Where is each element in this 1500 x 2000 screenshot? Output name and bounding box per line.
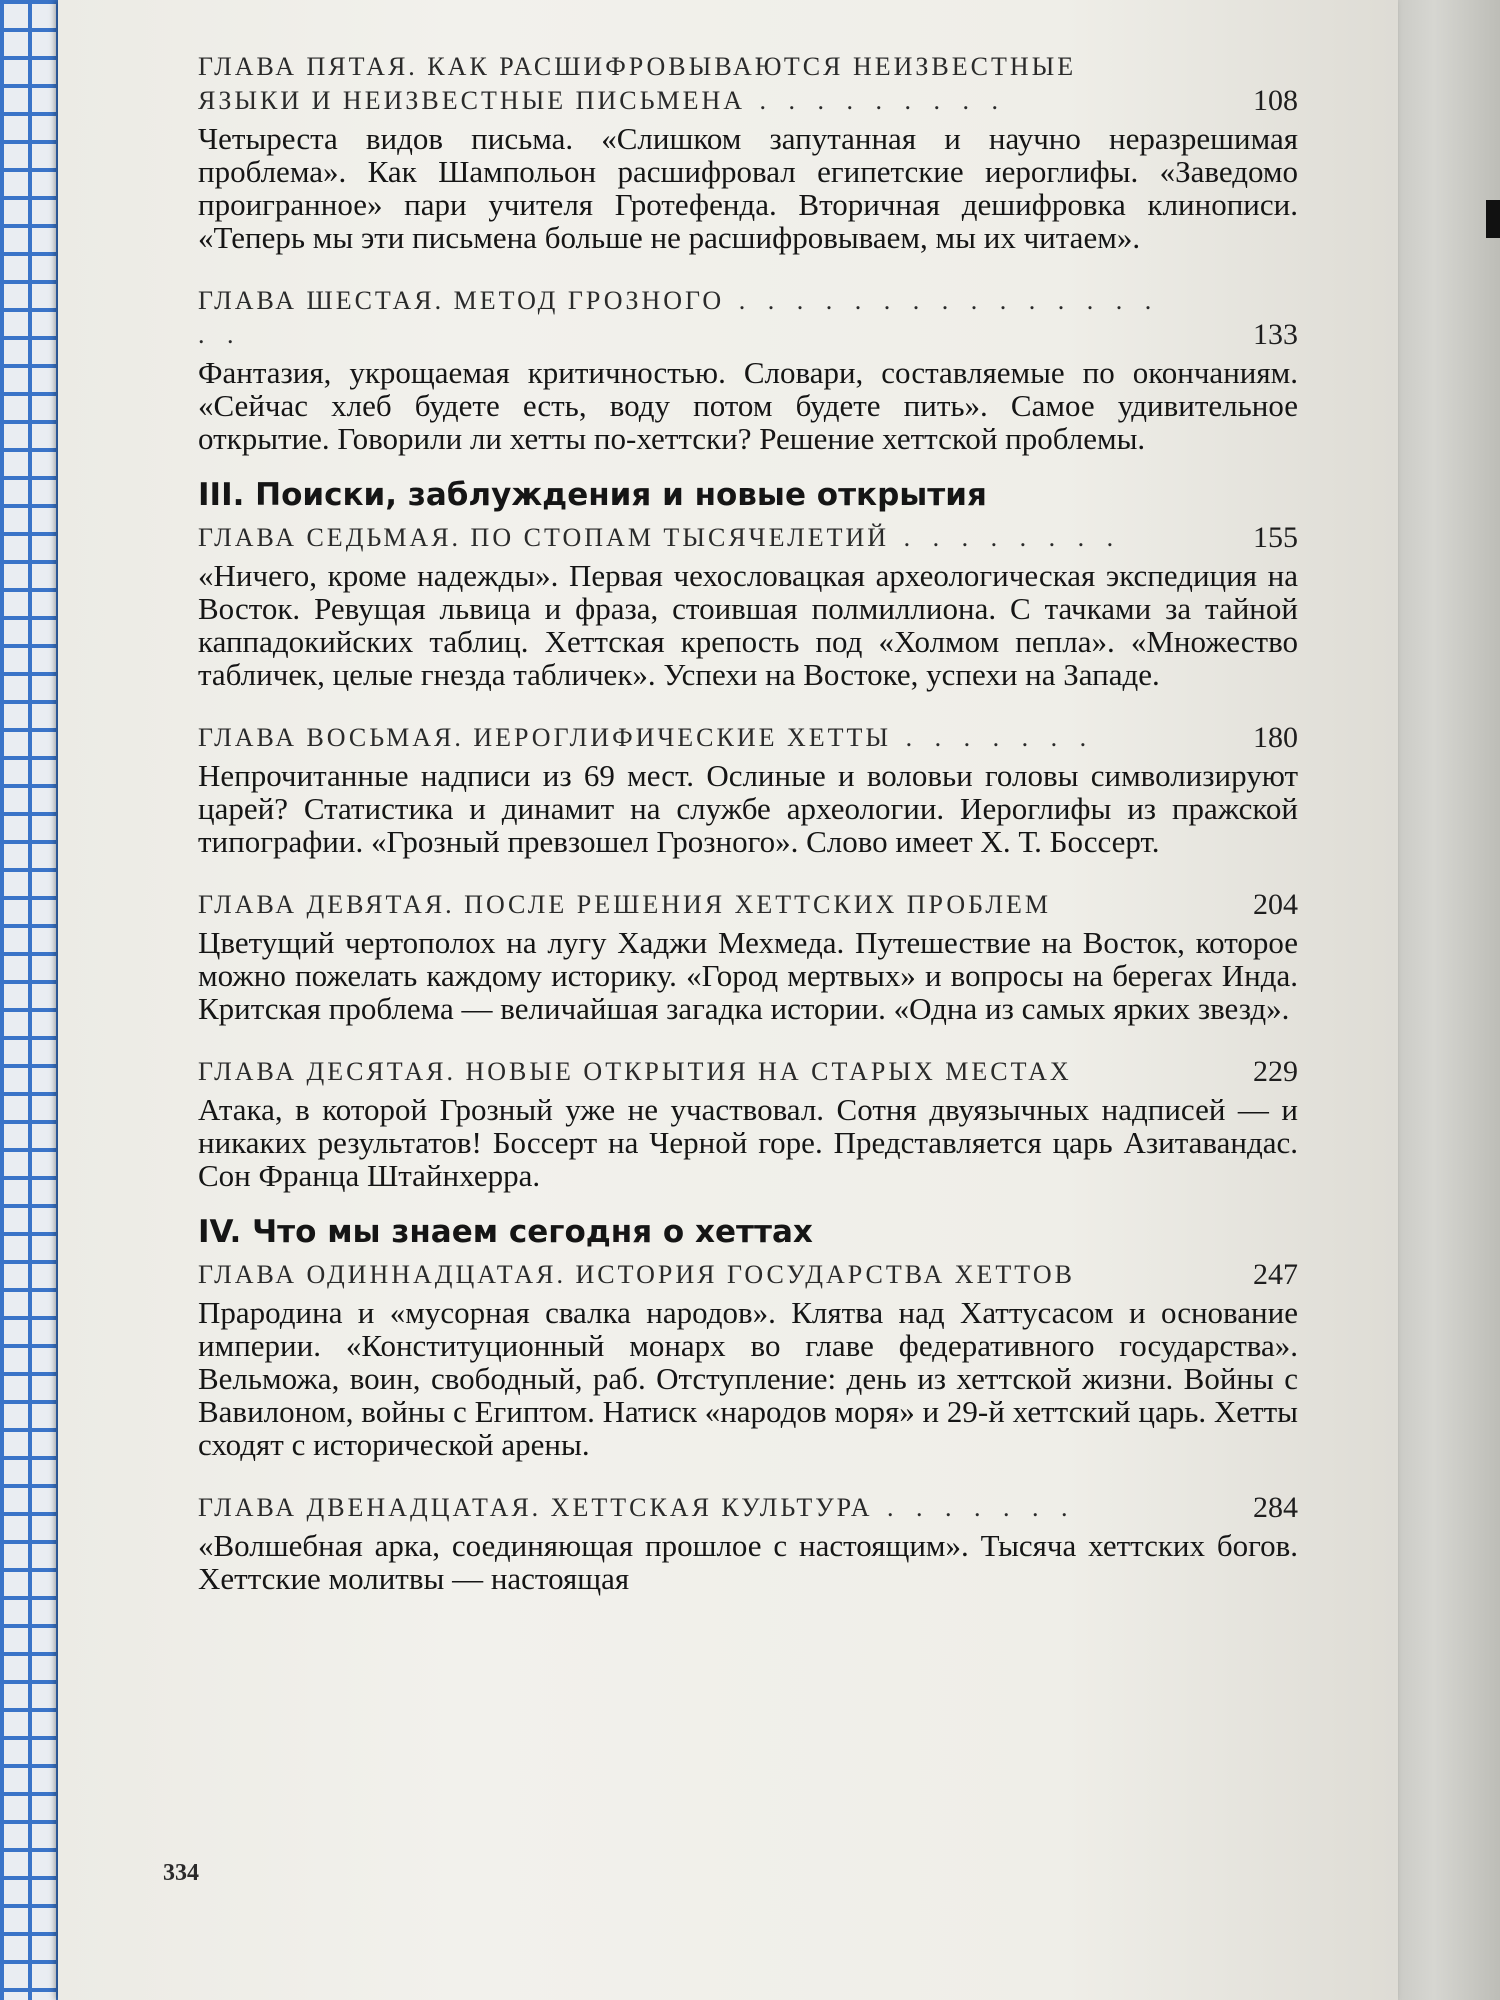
page-number: 180: [1253, 721, 1298, 754]
toc-entry-chapter-9: [198, 888, 1298, 1025]
page-number: 284: [1253, 1491, 1298, 1524]
page-number: 229: [1253, 1055, 1298, 1088]
chapter-summary: Четыреста видов письма. «Слишком запутанная и научно неразрешимая проблема». Как Шампольон расшифровал египетские иероглифы. «Заведомо проигранное» пари учителя Гротефенда. Вторичная дешифровка клинописи. «Теперь мы эти письмена больше не расшифровываем, мы их читаем».: [198, 121, 1298, 255]
page-number: 108: [1253, 84, 1298, 117]
toc-entry-chapter-11: [198, 1258, 1298, 1461]
folio-page-number: 334: [163, 1860, 199, 1886]
chapter-heading: [198, 888, 1298, 922]
book-page-edge: [1390, 0, 1500, 2000]
chapter-summary: Цветущий чертополох на лугу Хаджи Мехмеда. Путешествие на Восток, которое можно пожелать каждому историку. «Город мертвых» и вопросы на берегах Инда. Критская проблема — величайшая загадка истории. «Одна из самых ярких звезд».: [198, 925, 1298, 1026]
toc-entry-chapter-12: [198, 1491, 1298, 1595]
book-page: [58, 0, 1398, 2000]
chapter-heading: [198, 1055, 1298, 1089]
page-number: 133: [1253, 318, 1298, 351]
leader-dots: . . . . . . . .: [889, 523, 1122, 552]
part-heading: III. Поиски, заблуждения и новые открытия: [198, 477, 987, 513]
chapter-title: ГЛАВА ВОСЬМАЯ. ИЕРОГЛИФИЧЕСКИЕ ХЕТТЫ: [198, 723, 892, 752]
chapter-summary: Атака, в которой Грозный уже не участвовал. Сотня двуязычных надписей — и никаких результатов! Боссерт на Черной горе. Представляется царь Азитавандас. Сон Франца Штайнхерра.: [198, 1092, 1298, 1193]
edge-mark: [1486, 200, 1500, 238]
chapter-summary: «Ничего, кроме надежды». Первая чехословацкая археологическая экспедиция на Восток. Ревущая львица и фраза, стоившая полмиллиона. С тачками за тайной каппадокийских таблиц. Хеттская крепость под «Холмом пепла». «Множество табличек, целые гнезда табличек». Успехи на Востоке, успехи на Западе.: [198, 558, 1298, 692]
chapter-title: ГЛАВА ШЕСТАЯ. МЕТОД ГРОЗНОГО: [198, 286, 725, 315]
toc-entry-chapter-5: [198, 50, 1298, 254]
page-number: 204: [1253, 888, 1298, 921]
chapter-title: ГЛАВА ПЯТАЯ. КАК РАСШИФРОВЫВАЮТСЯ НЕИЗВЕСТНЫЕ ЯЗЫКИ И НЕИЗВЕСТНЫЕ ПИСЬМЕНА: [198, 52, 1077, 115]
chapter-title: ГЛАВА ДВЕНАДЦАТАЯ. ХЕТТСКАЯ КУЛЬТУРА: [198, 1493, 873, 1522]
chapter-summary: Непрочитанные надписи из 69 мест. Ослиные и воловьи головы символизируют царей? Статистика и динамит на службе археологии. Иероглифы из пражской типографии. «Грозный превзошел Грозного». Слово имеет Х. Т. Боссерт.: [198, 758, 1298, 859]
toc-entry-chapter-7: [198, 521, 1298, 691]
toc-entry-chapter-8: [198, 721, 1298, 858]
leader-dots: . . . . . . .: [891, 723, 1095, 752]
chapter-heading: [198, 1258, 1298, 1292]
table-of-contents: [198, 50, 1298, 1625]
chapter-heading: [198, 721, 1298, 755]
part-heading: IV. Что мы знаем сегодня о хеттах: [198, 1214, 813, 1250]
leader-dots: . . . . . . .: [872, 1493, 1076, 1522]
leader-dots: . . . . . . . . . . . . . . . . .: [198, 286, 1160, 349]
page-number: 155: [1253, 521, 1298, 554]
chapter-summary: Прародина и «мусорная свалка народов». Клятва над Хаттусасом и основание империи. «Конституционный монарх во главе федеративного государства». Вельможа, воин, свободный, раб. Отступление: день из хеттской жизни. Войны с Вавилоном, войны с Египтом. Натиск «народов моря» и 29-й хеттский царь. Хетты сходят с исторической арены.: [198, 1295, 1298, 1462]
toc-entry-chapter-10: [198, 1055, 1298, 1192]
chapter-heading: [198, 521, 1298, 555]
chapter-heading: [198, 50, 1298, 118]
chapter-title: ГЛАВА СЕДЬМАЯ. ПО СТОПАМ ТЫСЯЧЕЛЕТИЙ: [198, 523, 890, 552]
chapter-summary: Фантазия, укрощаемая критичностью. Словари, составляемые по окончаниям. «Сейчас хлеб будете есть, воду потом будете пить». Самое удивительное открытие. Говорили ли хетты по-хеттски? Решение хеттской проблемы.: [198, 355, 1298, 456]
toc-entry-chapter-6: [198, 284, 1298, 455]
page-number: 247: [1253, 1258, 1298, 1291]
leader-dots: . . . . . . . . .: [745, 86, 1007, 115]
chapter-title: ГЛАВА ДЕСЯТАЯ. НОВЫЕ ОТКРЫТИЯ НА СТАРЫХ МЕСТАХ: [198, 1057, 1072, 1086]
chapter-heading: [198, 1491, 1298, 1525]
chapter-summary: «Волшебная арка, соединяющая прошлое с настоящим». Тысяча хеттских богов. Хеттские молитвы — настоящая: [198, 1528, 1298, 1596]
chapter-title: ГЛАВА ОДИННАДЦАТАЯ. ИСТОРИЯ ГОСУДАРСТВА ХЕТТОВ: [198, 1260, 1075, 1289]
chapter-title: ГЛАВА ДЕВЯТАЯ. ПОСЛЕ РЕШЕНИЯ ХЕТТСКИХ ПРОБЛЕМ: [198, 890, 1052, 919]
chapter-heading: [198, 284, 1298, 352]
